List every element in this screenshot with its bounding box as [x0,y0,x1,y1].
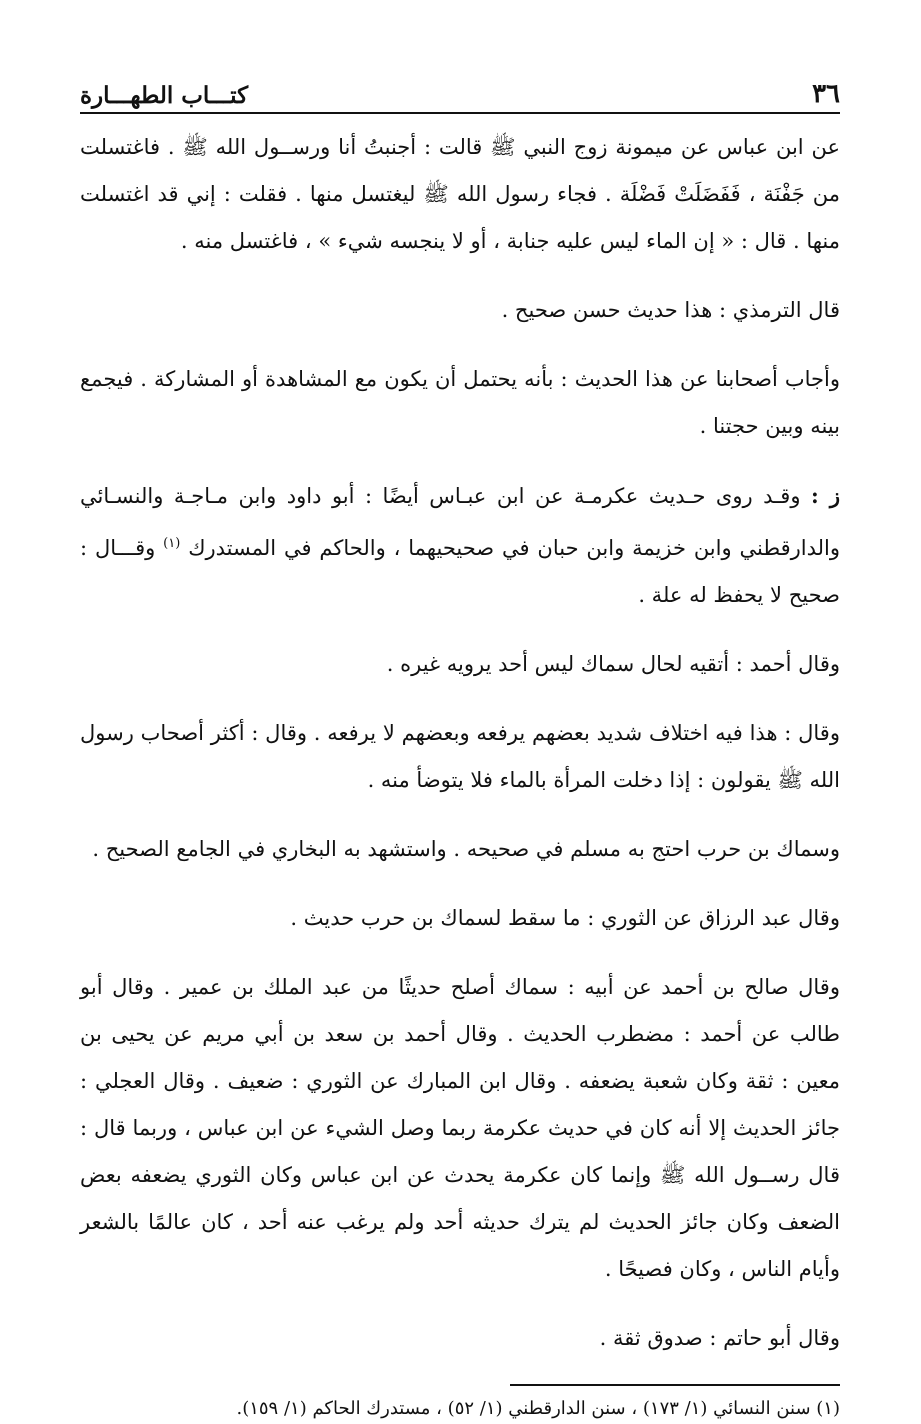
paragraph-answer: وأجاب أصحابنا عن هذا الحديث : بأنه يحتمل أن يكون مع المشاهدة أو المشاركة . فيجمع بينه وبين حجتنا . [80,367,840,438]
footnote-divider [510,1384,840,1386]
running-header [80,78,840,114]
book-page [80,78,840,1424]
footnote-reference[interactable]: (١) [163,536,181,551]
paragraph-zay [80,472,840,619]
book-title: كتـــاب الطهـــارة [80,82,249,109]
paragraph-hadith: عن ابن عباس عن ميمونة زوج النبي ﷺ قالت : أجنبتُ أنا ورســول الله ﷺ . فاغتسلت من جَفْنَة ، فَفَضَلَتْ فَضْلَة . فجاء رسول الله ﷺ ليغتسل منها . فقلت : إني قد اغتسلت منها . قال : « إن الماء ليس عليه جنابة ، أو لا ينجسه شيء » ، فاغتسل منه . [80,135,840,253]
paragraph-abd-al-razzaq: وقال عبد الرزاق عن الثوري : ما سقط لسماك بن حرب حديث . [290,906,840,930]
paragraph-simak: وسماك بن حرب احتج به مسلم في صحيحه . واستشهد به البخاري في الجامع الصحيح . [92,837,840,861]
paragraph-ahmad: وقال أحمد : أتقيه لحال سماك ليس أحد يرويه غيره . [386,652,840,676]
paragraph-zay-text: وقـد روى حـديث عكرمـة عن ابن عبـاس أيضًا : أبو داود وابن مـاجـة والنسـائي والدارقطني وابن خزيمة وابن حبان في صحيحيهما ، والحاكم في المستدرك [80,484,840,560]
paragraph-zay-text-after: وقـــال : صحيح لا يحفظ له علة . [80,536,840,607]
page-number: ٣٦ [812,79,840,109]
footnote: (١) سنن النسائي (١/ ١٧٣) ، سنن الدارقطني (١/ ٥٢) ، مستدرك الحاكم (١/ ١٥٩). [236,1398,840,1419]
paragraph-abu-hatim: وقال أبو حاتم : صدوق ثقة . [599,1326,840,1350]
paragraph-salih: وقال صالح بن أحمد عن أبيه : سماك أصلح حديثًا من عبد الملك بن عمير . وقال أبو طالب عن أحمد : مضطرب الحديث . وقال أحمد بن سعد بن أبي مريم عن يحيى بن معين : ثقة وكان شعبة يضعفه . وقال ابن المبارك عن الثوري : ضعيف . وقال العجلي : جائز الحديث إلا أنه كان في حديث عكرمة ربما وصل الشيء عن ابن عباس ، وربما قال : قال رســول الله ﷺ وإنما كان عكرمة يحدث عن ابن عباس وكان الثوري يضعفه بعض الضعف وكان جائز الحديث لم يترك حديثه أحد ولم يرغب عنه أحد ، كان عالمًا بالشعر وأيام الناس ، وكان فصيحًا . [80,975,840,1281]
paragraph-lead-marker: ز : [810,483,840,508]
page-body [80,124,840,1362]
paragraph-ikhtilaf: وقال : هذا فيه اختلاف شديد بعضهم يرفعه وبعضهم لا يرفعه . وقال : أكثر أصحاب رسول الله ﷺ يقولون : إذا دخلت المرأة بالماء فلا يتوضأ منه . [80,721,840,792]
paragraph-tirmidhi: قال الترمذي : هذا حديث حسن صحيح . [501,298,840,322]
